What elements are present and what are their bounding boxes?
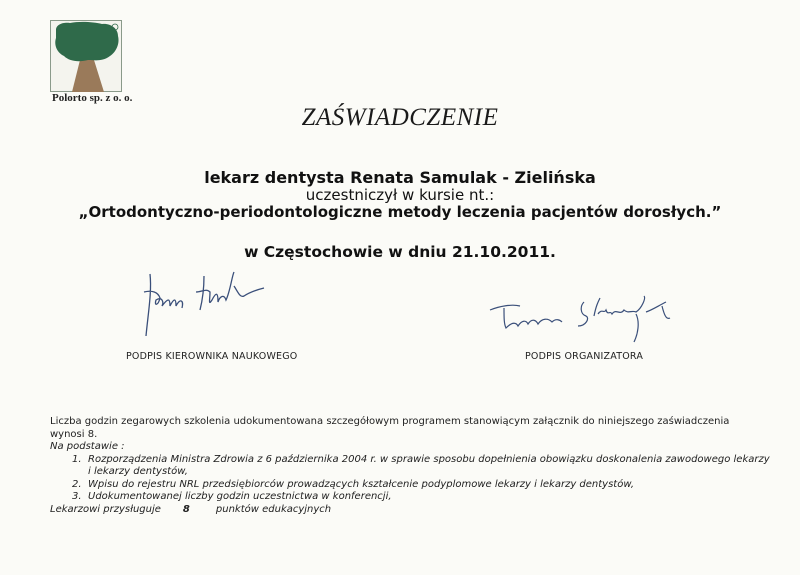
basis-label: Na podstawie : xyxy=(50,441,125,452)
attended-text: uczestniczył w kursie nt.: xyxy=(305,186,495,204)
place-date: w Częstochowie w dniu 21.10.2011. xyxy=(244,243,556,261)
points-suffix: punktów edukacyjnych xyxy=(215,503,332,515)
scientific-director-label: PODPIS KIEROWNIKA NAUKOWEGO xyxy=(126,351,298,362)
hours-value: wynosi 8. xyxy=(50,428,98,440)
company-name: Polorto sp. z o. o. xyxy=(52,92,133,104)
points-prefix: Lekarzowi przysługuje xyxy=(50,503,161,515)
scientific-director-signature xyxy=(140,262,270,342)
list-item: 2. Wpisu do rejestru NRL przedsiębiorców prowadzących kształcenie podyplomowe lekarzy i lekarzy dentystów, xyxy=(72,478,635,490)
list-item: 1. Rozporządzenia Ministra Zdrowia z 6 października 2004 r. w sprawie sposobu dopełnienia obowiązku doskonalenia zawodowego lekarzy i lekarzy dentystów, xyxy=(72,453,770,477)
footer-section xyxy=(50,416,770,516)
hours-line: Liczba godzin zegarowych szkolenia udokumentowana szczegółowym programem stanowiącym załącznik do niniejszego zaświadczenia xyxy=(50,416,730,427)
points-value: 8 xyxy=(182,503,190,515)
certificate-title: ZAŚWIADCZENIE xyxy=(301,104,499,131)
recipient-name: lekarz dentysta Renata Samulak - Zielińska xyxy=(204,168,596,187)
organizer-label: PODPIS ORGANIZATORA xyxy=(525,351,644,362)
list-item: 3. Udokumentowanej liczby godzin uczestnictwa w konferencji, xyxy=(72,491,392,502)
organizer-signature xyxy=(486,292,686,347)
tree-logo-icon xyxy=(50,20,122,92)
course-title: „Ortodontyczno-periodontologiczne metody leczenia pacjentów dorosłych.” xyxy=(78,203,722,221)
points-line xyxy=(50,504,770,517)
basis-list xyxy=(50,454,770,504)
